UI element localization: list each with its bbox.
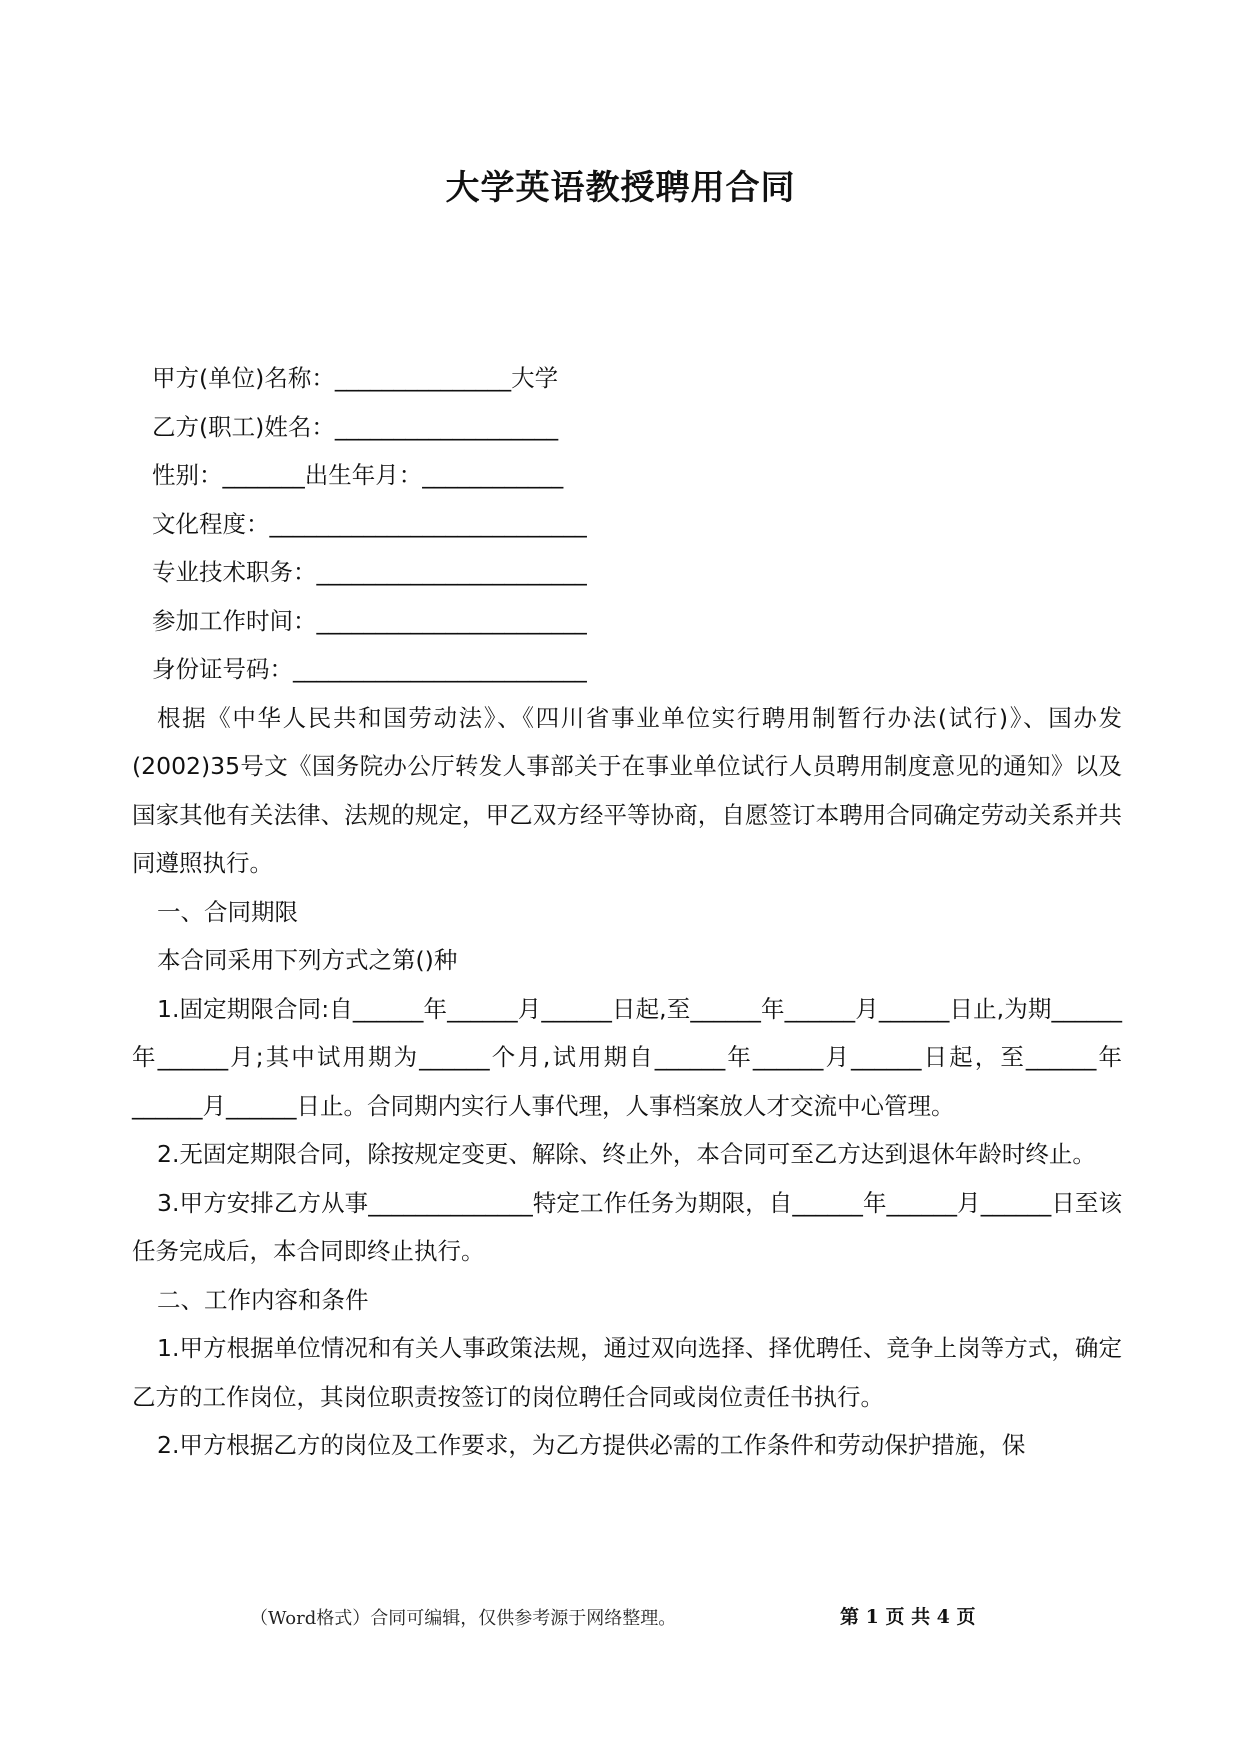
section-1-heading: 一、合同期限: [157, 897, 298, 926]
clause-2-1: 1.甲方根据单位情况和有关人事政策法规，通过双向选择、择优聘任、竞争上岗等方式，确定乙方的工作岗位，其岗位职责按签订的岗位聘任合同或岗位责任书执行。: [132, 1334, 1122, 1411]
preamble: 根据《中华人民共和国劳动法》、《四川省事业单位实行聘用制暂行办法(试行)》、国办发(2002)35号文《国务院办公厅转发人事部关于在事业单位试行人员聘用制度意见的通知》以及国家其他有关法律、法规的规定，甲乙双方经平等协商，自愿签订本聘用合同确定劳动关系并共同遵照执行。: [132, 703, 1122, 877]
field-education: 文化程度：___________________________: [152, 509, 587, 538]
clause-1-3: 3.甲方安排乙方从事______________特定工作任务为期限，自______年______月______日至该任务完成后，本合同即终止执行。: [132, 1188, 1122, 1265]
field-id-number: 身份证号码：_________________________: [152, 655, 587, 683]
field-party-a: 甲方(单位)名称：_______________大学: [152, 364, 559, 392]
section-1-intro: 本合同采用下列方式之第()种: [157, 946, 458, 974]
clause-1-1: 1.固定期限合同:自______年______月______日起,至______年______月______日止,为期______年______月;其中试用期为______个月,试用期自______年______月______日起，至______年______月______日止。合同期内实行人事代理，人事档案放人才交流中心管理。: [132, 994, 1122, 1120]
field-party-b: 乙方(职工)姓名：___________________: [152, 412, 559, 441]
field-work-start: 参加工作时间：_______________________: [152, 606, 587, 635]
page-number: 第 1 页 共 4 页: [840, 1606, 976, 1628]
field-gender-birth: 性别：_______出生年月：____________: [152, 461, 564, 489]
clause-2-2: 2.甲方根据乙方的岗位及工作要求，为乙方提供必需的工作条件和劳动保护措施，保: [157, 1431, 1026, 1459]
footer-note: （Word格式）合同可编辑，仅供参考源于网络整理。: [250, 1608, 677, 1629]
clause-1-2: 2.无固定期限合同，除按规定变更、解除、终止外，本合同可至乙方达到退休年龄时终止。: [157, 1140, 1096, 1168]
section-2-heading: 二、工作内容和条件: [157, 1285, 369, 1314]
field-title: 专业技术职务：_______________________: [152, 558, 587, 586]
document-body: [132, 354, 1122, 1470]
document-title: 大学英语教授聘用合同: [445, 168, 796, 208]
